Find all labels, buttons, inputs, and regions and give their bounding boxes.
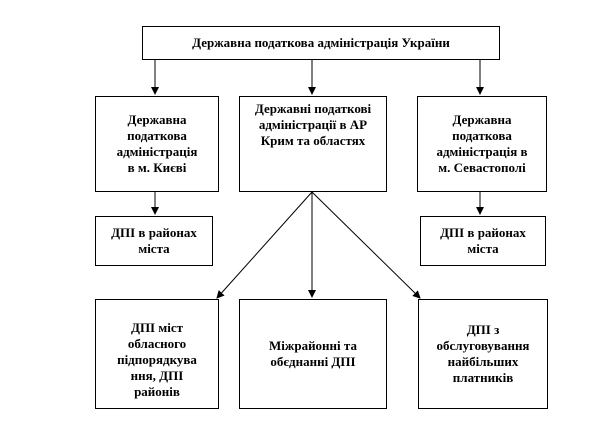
node-label: Державна податкова адміністрація України — [192, 35, 450, 50]
node-state-tax-administration — [142, 26, 500, 60]
node-sevastopol-tax-administration — [417, 96, 547, 192]
node-kyiv-district-inspections — [95, 216, 213, 266]
node-sevastopol-district-inspections — [420, 216, 546, 266]
node-label: Державна податкова адміністрація в м. Севастополі — [436, 112, 528, 175]
node-label: ДПІ в районах міста — [440, 225, 526, 256]
node-label: Державні податкові адміністрації в АР Крим та областях — [254, 101, 372, 148]
node-label: ДПІ з обслуговування найбільших платників — [436, 322, 530, 385]
edge-regional-largest — [312, 192, 420, 298]
node-label: ДПІ в районах міста — [111, 225, 197, 256]
node-label: ДПІ міст обласного підпорядкува ння, ДПІ районів — [117, 320, 197, 399]
node-label: Міжрайонні та обєднанні ДПІ — [269, 338, 357, 369]
node-largest-payers-inspections — [418, 299, 548, 409]
node-label: Державна податкова адміністрація в м. Києві — [116, 112, 198, 175]
node-kyiv-tax-administration — [95, 96, 219, 192]
edge-regional-city — [217, 192, 312, 298]
node-interdistrict-inspections — [239, 299, 387, 409]
node-regional-tax-administrations — [239, 96, 387, 192]
node-city-district-inspections — [95, 299, 219, 409]
